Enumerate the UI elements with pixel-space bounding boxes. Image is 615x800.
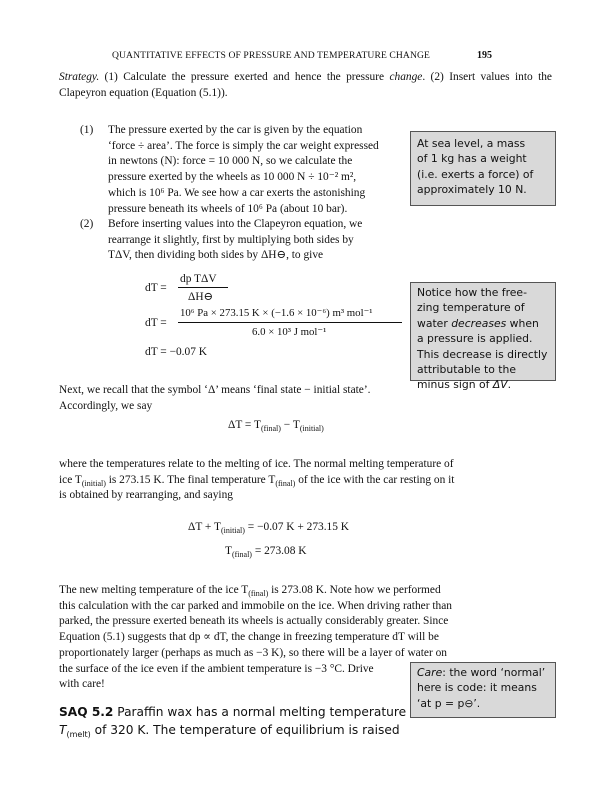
text-line: ‘force ÷ area’. The force is simply the car weight expressed: [108, 139, 379, 152]
text-line: pressure exerted by the wheels as 10 000 N ÷ 10⁻² m²,: [108, 171, 357, 184]
strategy-label: Strategy.: [59, 71, 100, 83]
paragraph-next: [59, 383, 371, 414]
saq-line: [59, 703, 406, 721]
text: is 273.08 K. Note how we performed: [268, 584, 441, 596]
saq-text: of 320 K. The temperature of equilibrium is raised: [90, 723, 400, 737]
note-line: attributable to the: [417, 363, 516, 377]
page-number: 195: [477, 50, 492, 61]
paragraph-where: [59, 457, 552, 504]
note-emphasis: Care: [417, 666, 443, 679]
eq-text: ΔT = T: [228, 419, 261, 431]
strategy-text: (1) Calculate the pressure exerted and hence the pressure: [99, 71, 390, 83]
subscript: (initial): [81, 478, 106, 488]
margin-note-freezing: [410, 282, 556, 392]
text: of the ice with the car resting on it: [295, 473, 455, 486]
equation-final: [225, 544, 307, 560]
text-line: The pressure exerted by the car is given by the equation: [108, 124, 363, 136]
text: is 273.15 K. The final temperature T: [105, 473, 276, 486]
text-line: where the temperatures relate to the melting of ice. The normal melting temperature of: [59, 458, 454, 470]
note-line: Notice how the free-: [417, 286, 527, 299]
margin-note-sea-level: [410, 131, 556, 206]
text-line: parked, the pressure exerted beneath its wheels is actually considerably greater. Since: [59, 615, 449, 628]
text: ice T: [59, 473, 82, 486]
text-line: in newtons (N): force = 10 000 N, so we calculate the: [108, 155, 353, 168]
note-line: ‘at p = p⊖’.: [417, 696, 481, 710]
text-line: which is 10⁶ Pa. We see how a car exerts the astonishing: [108, 186, 366, 199]
note-text: .: [507, 378, 512, 392]
text-line: the surface of the ice even if the ambient temperature is −3 °C. Drive: [59, 662, 374, 675]
note-line: approximately 10 N.: [417, 183, 527, 197]
equation-dt-values-denominator: 6.0 × 10³ J mol⁻¹: [252, 326, 327, 338]
note-line: At sea level, a mass: [417, 137, 526, 150]
note-text: : the word ‘normal’: [442, 666, 546, 679]
equation-dt-lhs: dT =: [145, 282, 167, 294]
note-line: [417, 377, 549, 392]
eq-text: ΔT + T: [188, 521, 221, 533]
step-number: (2): [80, 218, 94, 230]
text-line: this calculation with the car parked and immobile on the ice. When driving rather than: [59, 599, 452, 612]
text-line: pressure beneath its wheels of 10⁶ Pa (about 10 bar).: [108, 202, 348, 215]
eq-subscript: (initial): [299, 424, 324, 433]
step-1-text: [108, 123, 379, 217]
eq-subscript: (final): [231, 550, 252, 559]
eq-text: = −0.07 K + 273.15 K: [244, 521, 350, 533]
equation-dt-values-numerator: 10⁶ Pa × 273.15 K × (−1.6 × 10⁻⁶) m³ mol⁻¹: [180, 307, 373, 319]
equation-dt-values-lhs: dT =: [145, 317, 167, 329]
saq-line: [59, 721, 406, 741]
text-line: proportionately larger (perhaps as much as −3 K), so there will be a layer of water on: [59, 646, 447, 659]
saq-block: [59, 703, 406, 741]
margin-note-care: [410, 662, 556, 718]
note-emphasis: ΔV: [492, 378, 508, 392]
equation-dt-denominator: ΔH⊖: [188, 291, 214, 303]
text-line: Accordingly, we say: [59, 399, 153, 412]
step-number: (1): [80, 124, 94, 136]
text-line: [59, 583, 552, 599]
saq-subscript: (melt): [66, 730, 91, 739]
text-line: Next, we recall that the symbol ‘Δ’ means ‘final state − initial state’.: [59, 384, 371, 396]
note-line: here is code: it means: [417, 681, 537, 695]
strategy-text-end: . (2) Insert values into the Clapeyron equation (Equation (5.1)).: [59, 71, 552, 99]
note-line: This decrease is directly: [417, 347, 548, 361]
eq-text: = 273.08 K: [251, 545, 307, 557]
equation-delta-t: [228, 418, 324, 434]
note-text: when: [506, 316, 539, 330]
step-2-text: [108, 217, 362, 264]
note-line: a pressure is applied.: [417, 332, 533, 346]
text-line: with care!: [59, 678, 105, 691]
running-head: QUANTITATIVE EFFECTS OF PRESSURE AND TEMPERATURE CHANGE: [112, 50, 430, 61]
fraction-bar: [178, 287, 228, 288]
strategy-emphasis: change: [389, 71, 423, 83]
text-line: Before inserting values into the Clapeyron equation, we: [108, 218, 363, 230]
equation-dt-numerator: dp TΔV: [180, 273, 217, 285]
text-line: Equation (5.1) suggests that dp ∝ dT, the change in freezing temperature dT will be: [59, 631, 439, 644]
saq-text: Paraffin wax has a normal melting temperature: [113, 705, 407, 719]
note-line: [417, 316, 549, 331]
saq-text: T: [59, 723, 67, 737]
note-text: minus sign of: [417, 378, 493, 392]
note-line: [417, 665, 549, 680]
note-emphasis: decreases: [451, 316, 507, 330]
note-line: (i.e. exerts a force) of: [417, 167, 534, 181]
text-line: [59, 473, 552, 489]
strategy-paragraph: [59, 70, 552, 101]
fraction-bar: [178, 322, 402, 323]
note-text: water: [417, 316, 452, 330]
note-line: of 1 kg has a weight: [417, 152, 527, 166]
text-line: is obtained by rearranging, and saying: [59, 489, 233, 502]
subscript: (final): [275, 478, 296, 488]
saq-title: SAQ 5.2: [59, 705, 114, 719]
eq-text: T: [225, 545, 232, 557]
note-line: zing temperature of: [417, 301, 525, 315]
text: The new melting temperature of the ice T: [59, 584, 249, 596]
subscript: (final): [248, 589, 269, 598]
text-line: TΔV, then dividing both sides by ΔH⊖, to give: [108, 249, 324, 262]
text-line: rearrange it slightly, first by multiplying both sides by: [108, 233, 354, 246]
eq-subscript: (initial): [220, 526, 245, 535]
equation-sum: [188, 520, 349, 536]
equation-dt-result: dT = −0.07 K: [145, 346, 207, 358]
eq-subscript: (final): [260, 424, 281, 433]
eq-text: − T: [280, 419, 300, 431]
